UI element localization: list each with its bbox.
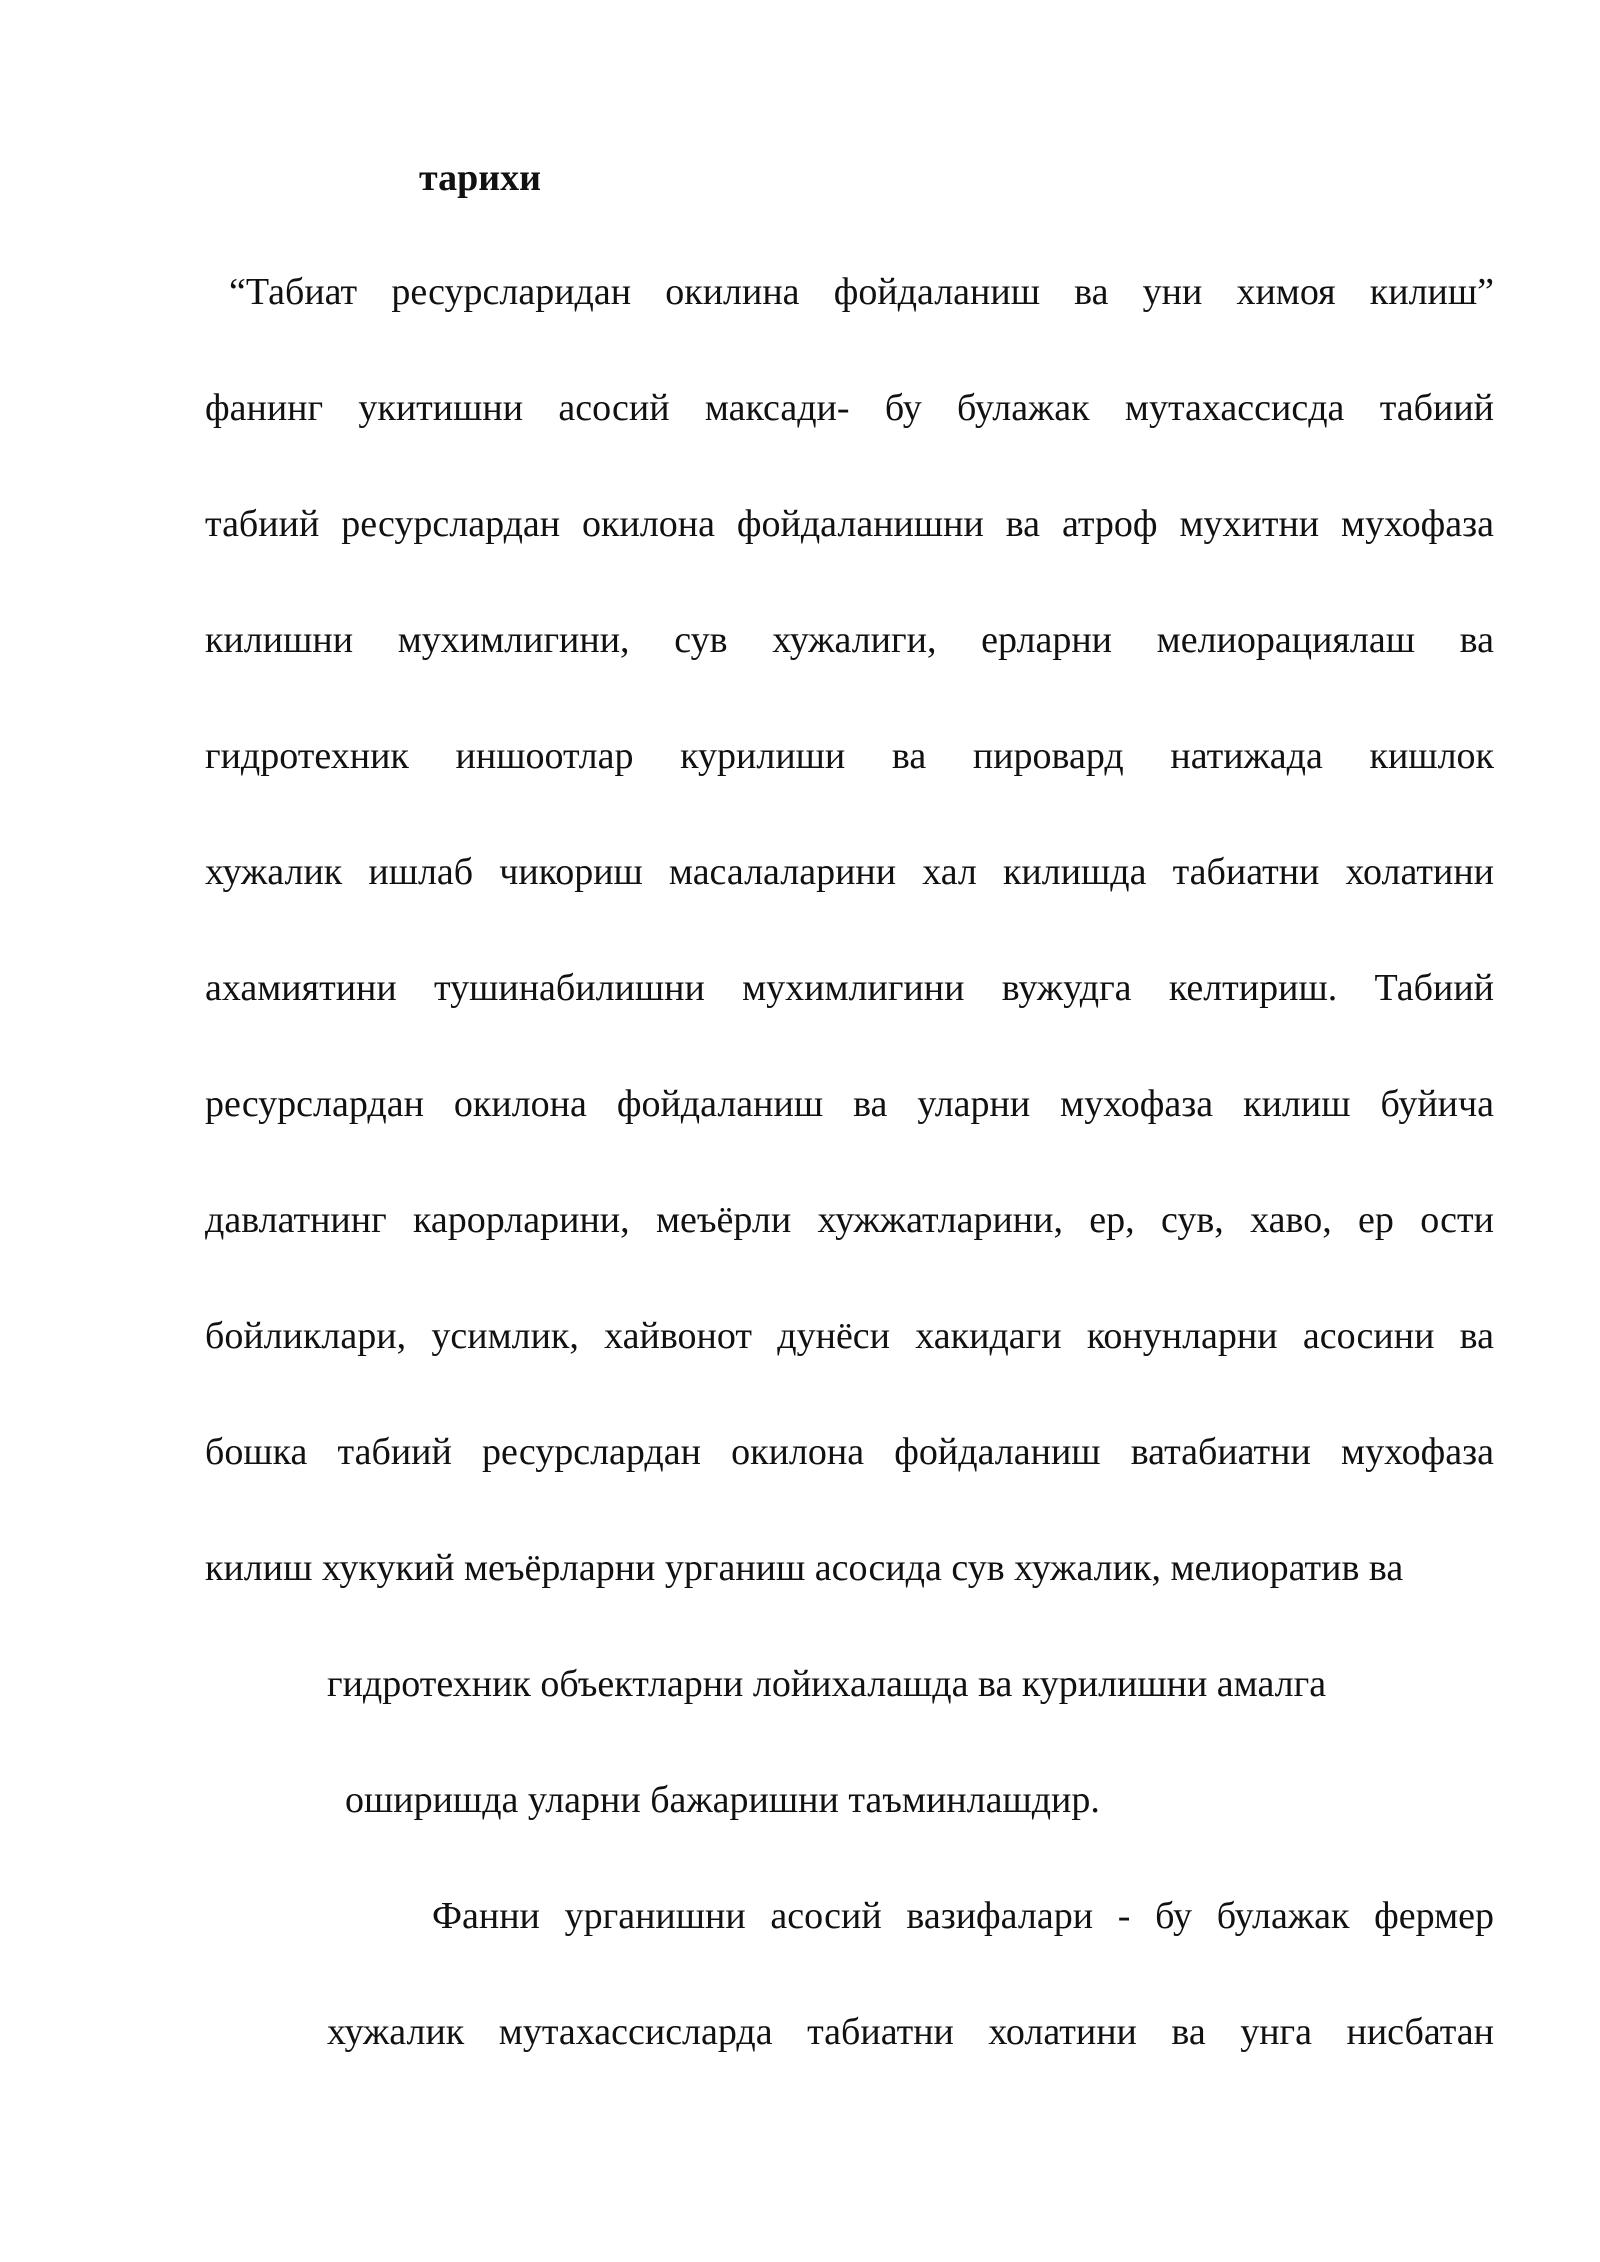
- text-line: хужалик ишлаб чикориш масалаларини хал килишда табиатни холатини: [205, 851, 1494, 893]
- section-heading: тарихи: [419, 157, 542, 199]
- text-line: фанинг укитишни асосий максади- бу булажак мутахассисда табиий: [205, 387, 1494, 429]
- text-line: давлатнинг карорларини, меъёрли хужжатларини, ер, сув, хаво, ер ости: [205, 1199, 1494, 1241]
- text-line: оширишда уларни бажаришни таъминлашдир.: [345, 1779, 1100, 1821]
- text-line: гидротехник объектларни лойихалашда ва курилишни амалга: [327, 1663, 1327, 1705]
- text-line: килишни мухимлигини, сув хужалиги, ерларни мелиорациялаш ва: [205, 619, 1494, 661]
- text-line: Фанни урганишни асосий вазифалари - бу булажак фермер: [432, 1895, 1494, 1937]
- text-line: бойликлари, усимлик, хайвонот дунёси хакидаги конунларни асосини ва: [205, 1315, 1494, 1357]
- text-line: гидротехник иншоотлар курилиши ва пировард натижада кишлок: [205, 735, 1494, 777]
- text-line: килиш хукукий меъёрларни урганиш асосида сув хужалик, мелиоратив ва: [205, 1547, 1404, 1589]
- text-line: табиий ресурслардан окилона фойдаланишни ва атроф мухитни мухофаза: [205, 503, 1494, 545]
- text-line: хужалик мутахассисларда табиатни холатини ва унга нисбатан: [327, 2011, 1494, 2053]
- text-line: “Табиат ресурсларидан окилина фойдаланиш ва уни химоя килиш”: [229, 271, 1494, 313]
- text-line: ресурслардан окилона фойдаланиш ва уларни мухофаза килиш буйича: [205, 1083, 1494, 1125]
- text-line: бошка табиий ресурслардан окилона фойдаланиш ватабиатни мухофаза: [205, 1431, 1494, 1473]
- text-line: ахамиятини тушинабилишни мухимлигини вужудга келтириш. Табиий: [205, 967, 1494, 1009]
